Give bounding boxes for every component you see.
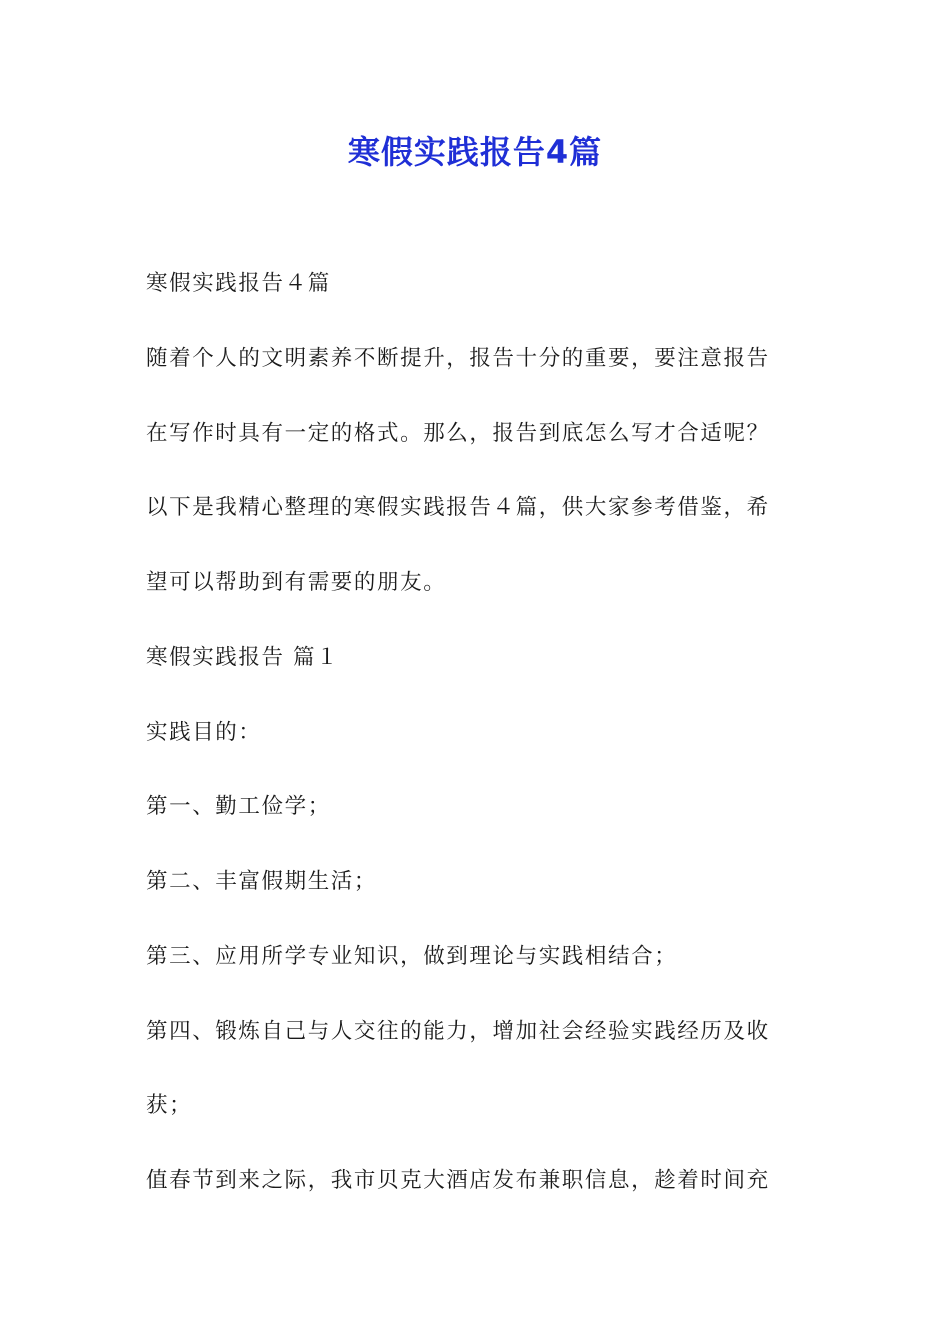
list-item: 第二、丰富假期生活； <box>146 869 378 894</box>
list-item: 第四、锻炼自己与人交往的能力，增加社会经验实践经历及收 <box>146 1019 770 1044</box>
paragraph-line: 值春节到来之际，我市贝克大酒店发布兼职信息，趁着时间充 <box>146 1168 770 1193</box>
paragraph-line: 以下是我精心整理的寒假实践报告４篇，供大家参考借鉴，希 <box>146 495 770 520</box>
list-item: 第一、勤工俭学； <box>146 794 331 819</box>
paragraph-line: 望可以帮助到有需要的朋友。 <box>146 570 447 595</box>
subtitle-line: 寒假实践报告４篇 <box>146 271 331 296</box>
list-item-continuation: 获； <box>146 1093 193 1118</box>
list-item: 第三、应用所学专业知识，做到理论与实践相结合； <box>146 944 678 969</box>
paragraph-line: 随着个人的文明素养不断提升，报告十分的重要，要注意报告 <box>146 346 770 371</box>
paragraph-line: 在写作时具有一定的格式。那么，报告到底怎么写才合适呢？ <box>146 421 770 446</box>
section-heading: 寒假实践报告 篇１ <box>146 645 340 670</box>
document-title: 寒假实践报告4篇 <box>347 133 603 171</box>
paragraph-line: 实践目的： <box>146 720 262 745</box>
